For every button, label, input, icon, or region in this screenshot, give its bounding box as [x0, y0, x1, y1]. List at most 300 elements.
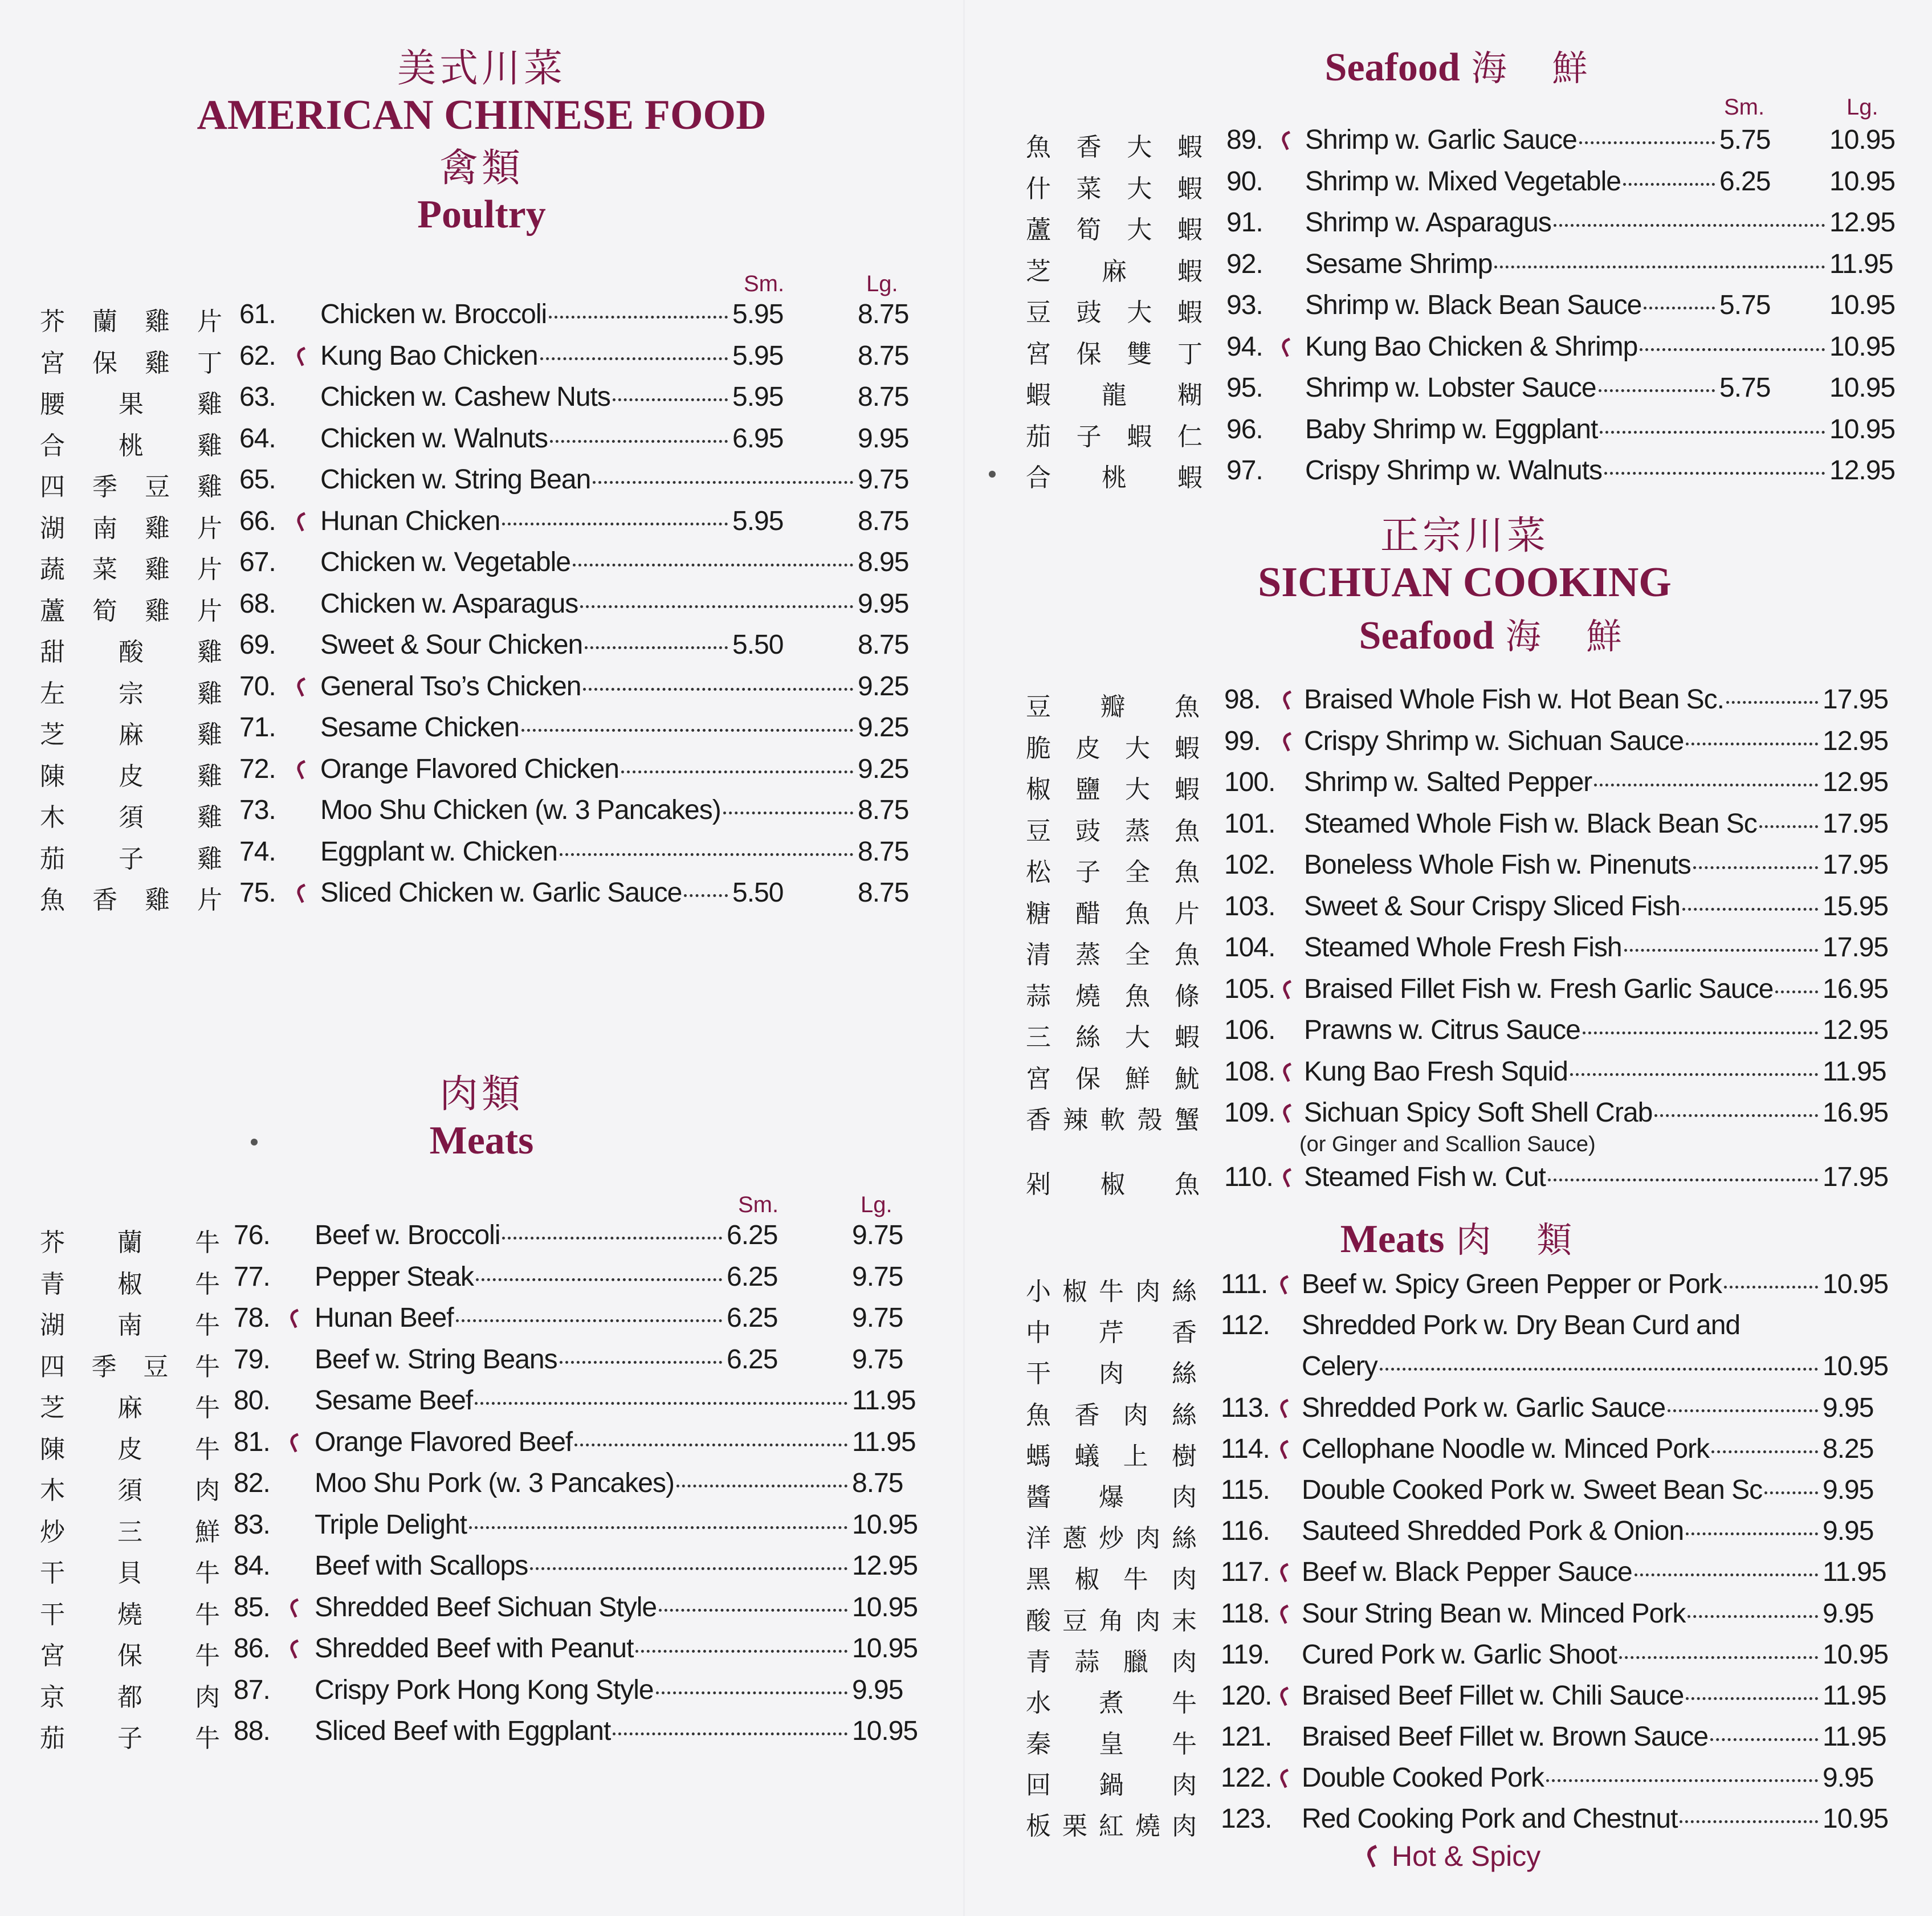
chinese-char: 雞: [197, 472, 222, 502]
large-price: 8.75: [858, 630, 909, 660]
dot-leader: [560, 1361, 722, 1364]
item-number: 101.: [1224, 808, 1275, 839]
chili-pepper-icon: [1278, 1686, 1294, 1706]
chinese-char: 大: [1125, 1023, 1150, 1052]
menu-item: [40, 629, 923, 671]
chinese-char: 桃: [1102, 463, 1127, 492]
chili-pepper-icon: [288, 1639, 304, 1658]
small-price: 5.75: [1719, 125, 1771, 155]
chinese-name: [1026, 1164, 1200, 1200]
chili-pepper-icon: [295, 760, 311, 779]
chinese-char: 椒: [117, 1269, 142, 1299]
dot-leader: [1554, 224, 1825, 227]
chinese-char: 魚: [1026, 133, 1051, 162]
menu-item: [1026, 166, 1904, 207]
dish-name: [315, 1261, 724, 1293]
dish-name-text: Chicken w. Broccoli: [320, 299, 547, 329]
menu-item: [1026, 248, 1904, 290]
dot-leader: [530, 1567, 847, 1570]
chili-pepper-icon: [1281, 732, 1297, 751]
chinese-char: 季: [91, 1352, 117, 1381]
dish-name: [1305, 372, 1717, 403]
menu-item: [40, 1302, 923, 1344]
dish-name: [320, 753, 855, 785]
chili-pepper-icon: [1279, 337, 1296, 357]
chinese-char: 果: [119, 390, 144, 419]
chinese-char: 陳: [40, 761, 65, 791]
chinese-char: 茄: [40, 844, 65, 874]
dish-name-text: Boneless Whole Fish w. Pinenuts: [1304, 850, 1691, 880]
chinese-char: 片: [197, 886, 222, 915]
dot-leader: [1726, 701, 1818, 704]
small-price: 5.75: [1719, 290, 1771, 320]
menu-item: [40, 423, 923, 464]
chinese-char: 牛: [195, 1600, 220, 1629]
dish-name: [1304, 767, 1820, 798]
item-number: 100.: [1224, 767, 1275, 797]
chinese-char: 雞: [197, 431, 222, 460]
dot-leader: [1594, 784, 1818, 786]
chinese-char: 瓣: [1100, 692, 1126, 721]
chinese-char: 回: [1026, 1771, 1051, 1800]
chinese-name: [40, 1429, 220, 1465]
dish-name-text: Shrimp w. Black Bean Sauce: [1305, 290, 1642, 320]
chinese-char: 筍: [1076, 215, 1102, 244]
chinese-char: 芥: [40, 1228, 65, 1257]
dish-name: [315, 1592, 850, 1623]
menu-item: [40, 1426, 923, 1468]
chinese-char: 豉: [1076, 298, 1102, 327]
small-price: 5.95: [732, 506, 784, 536]
chinese-name: [1026, 686, 1200, 723]
large-price: 11.95: [852, 1385, 916, 1416]
chinese-char: 牛: [195, 1393, 220, 1422]
item-number: 92.: [1226, 248, 1263, 279]
chinese-char: 芝: [40, 720, 65, 749]
chinese-char: 蘭: [92, 307, 117, 336]
chinese-char: 子: [119, 844, 144, 874]
sichuan-meats-zh-title: 肉 類: [1456, 1219, 1589, 1261]
large-price: 9.75: [852, 1220, 903, 1250]
item-number: 88.: [234, 1716, 270, 1746]
dish-name: [1302, 1269, 1820, 1300]
chinese-char: 豆: [1062, 1606, 1087, 1636]
large-price: 8.75: [858, 340, 909, 371]
chinese-name: [1026, 1682, 1197, 1719]
large-price: 8.25: [1823, 1433, 1874, 1464]
chinese-char: 蝦: [1175, 1023, 1200, 1052]
dish-name-text: Steamed Fish w. Cut: [1304, 1161, 1546, 1192]
item-number: 86.: [234, 1633, 270, 1664]
large-price: 9.25: [858, 712, 909, 743]
chinese-char: 魷: [1175, 1064, 1200, 1094]
chinese-name: [1026, 934, 1200, 971]
chinese-char: 魚: [1175, 940, 1200, 969]
dish-name: [1302, 1639, 1820, 1670]
dish-name: [315, 1633, 850, 1664]
dish-name-text: Shrimp w. Asparagus: [1305, 207, 1551, 238]
large-price: 17.95: [1823, 808, 1889, 839]
chinese-char: 水: [1026, 1688, 1051, 1718]
small-label: Sm.: [738, 1192, 779, 1217]
chinese-char: 芝: [1026, 256, 1051, 286]
large-price: 8.75: [858, 878, 909, 908]
chinese-char: 肉: [195, 1682, 220, 1712]
large-price: 11.95: [1823, 1722, 1886, 1752]
dish-name: [315, 1550, 850, 1581]
dish-name: [320, 423, 730, 454]
menu-item: [1026, 1762, 1904, 1803]
dot-leader: [1759, 825, 1818, 828]
item-number: 98.: [1224, 684, 1261, 715]
dish-name: [315, 1426, 850, 1458]
dish-name-text: Braised Beef Fillet w. Brown Sauce: [1302, 1722, 1709, 1752]
chinese-char: 醬: [1026, 1482, 1051, 1512]
item-number: 80.: [234, 1385, 270, 1416]
chinese-char: 肉: [1171, 1565, 1197, 1595]
item-number: 102.: [1224, 850, 1275, 880]
item-number: 95.: [1226, 373, 1263, 403]
dish-name-text: Kung Bao Chicken: [320, 340, 538, 371]
dish-name: [1305, 166, 1717, 197]
menu-item: [1026, 973, 1904, 1015]
dish-name-text: Chicken w. Vegetable: [320, 547, 570, 577]
dot-leader: [656, 1691, 847, 1694]
chinese-char: 麻: [1102, 256, 1127, 286]
dot-leader: [1686, 743, 1818, 745]
dish-name: [1305, 290, 1717, 321]
chili-pepper-icon: [295, 677, 311, 696]
item-number: 77.: [234, 1261, 270, 1292]
chinese-char: 牛: [195, 1269, 220, 1299]
dish-name: [315, 1715, 850, 1747]
item-number: 96.: [1226, 414, 1263, 445]
chinese-char: 須: [119, 803, 144, 832]
small-price: 6.25: [727, 1220, 778, 1250]
chinese-char: 青: [40, 1269, 65, 1299]
dot-leader: [1686, 1532, 1818, 1535]
dish-name-text: Prawns w. Citrus Sauce: [1304, 1015, 1580, 1045]
chinese-char: 蒸: [1125, 816, 1150, 846]
chinese-char: 貝: [117, 1559, 142, 1588]
item-number: 66.: [239, 506, 276, 536]
dot-leader: [1599, 389, 1715, 392]
chinese-char: 片: [197, 596, 222, 626]
dish-name-text: Double Cooked Pork w. Sweet Bean Sc: [1302, 1474, 1763, 1505]
dish-name: [315, 1302, 724, 1334]
chinese-name: [40, 343, 222, 379]
chili-pepper-icon: [1281, 1062, 1297, 1082]
poultry-zh-title: 禽類: [439, 145, 524, 191]
meats-title: Meats: [429, 1118, 534, 1163]
dot-leader: [1688, 1615, 1818, 1618]
dot-leader: [621, 771, 853, 773]
dish-name: [1304, 1056, 1820, 1087]
chinese-name: [1026, 1271, 1197, 1307]
chinese-char: 豆: [145, 472, 170, 502]
chinese-char: 湖: [40, 1311, 65, 1340]
dot-leader: [502, 523, 728, 525]
dish-name-text: Shredded Pork w. Dry Bean Curd and: [1302, 1310, 1741, 1341]
chinese-char: 酸: [119, 638, 144, 667]
chinese-char: 雞: [197, 844, 222, 874]
chinese-char: 京: [40, 1682, 65, 1712]
menu-item: [40, 1715, 923, 1757]
large-price: 17.95: [1823, 850, 1889, 880]
chinese-char: 豆: [1026, 692, 1051, 721]
chinese-char: 大: [1127, 174, 1152, 203]
dish-name-text: Shrimp w. Lobster Sauce: [1305, 373, 1596, 403]
chinese-char: 雞: [197, 679, 222, 708]
large-price: 11.95: [1823, 1056, 1886, 1087]
menu-item: [1026, 1014, 1904, 1056]
chinese-char: 辣: [1063, 1106, 1089, 1135]
item-number: 116.: [1221, 1516, 1270, 1547]
chinese-char: 牛: [195, 1724, 220, 1753]
dot-leader: [1644, 307, 1715, 309]
large-price: 10.95: [1823, 1639, 1889, 1670]
dish-name: [320, 299, 730, 330]
chinese-char: 絲: [1171, 1400, 1197, 1430]
menu-item: [1026, 891, 1904, 932]
item-number: 104.: [1224, 932, 1275, 963]
chinese-char: 皮: [119, 761, 144, 791]
large-price: 10.95: [1829, 331, 1896, 362]
dish-name: [320, 877, 730, 908]
dish-name-text: Baby Shrimp w. Eggplant: [1305, 414, 1598, 445]
chinese-char: 雞: [197, 390, 222, 419]
chinese-name: [1026, 810, 1200, 847]
dish-name-text: Hunan Chicken: [320, 506, 500, 536]
chinese-char: 三: [117, 1517, 142, 1547]
chinese-name: [1026, 1477, 1197, 1513]
dot-leader: [1640, 348, 1825, 351]
menu-item: [1026, 124, 1904, 166]
dish-name: [1302, 1515, 1820, 1547]
chinese-char: 脆: [1026, 733, 1051, 763]
chinese-char: 雞: [145, 307, 170, 336]
chinese-char: 蝦: [1177, 174, 1203, 203]
sichuan-seafood-zh-title: 海 鮮: [1505, 615, 1639, 657]
dot-leader: [560, 853, 853, 856]
chinese-name: [1026, 457, 1203, 494]
chili-pepper-icon: [1281, 1168, 1297, 1187]
dish-name-text: Shrimp w. Garlic Sauce: [1305, 125, 1577, 155]
chinese-char: 須: [117, 1476, 142, 1505]
large-price: 10.95: [852, 1592, 918, 1623]
large-price: 17.95: [1823, 684, 1889, 715]
menu-item: [40, 1674, 923, 1716]
chinese-char: 皮: [117, 1434, 142, 1464]
menu-item: [1026, 1310, 1904, 1351]
item-number: 114.: [1221, 1433, 1270, 1464]
item-number: 94.: [1226, 331, 1263, 362]
chinese-char: 角: [1099, 1606, 1124, 1636]
chinese-char: 香: [1074, 1400, 1100, 1430]
dot-leader: [456, 1319, 722, 1322]
chinese-char: 菜: [92, 555, 117, 584]
dish-name: [1304, 725, 1820, 757]
chinese-char: 香: [92, 886, 117, 915]
menu-item: [1026, 932, 1904, 973]
dish-name: [320, 629, 730, 661]
item-number: 122.: [1221, 1763, 1272, 1793]
menu-item: [1026, 1392, 1904, 1433]
chinese-char: 季: [92, 472, 117, 502]
chinese-name: [40, 466, 222, 503]
chinese-char: 左: [40, 679, 65, 708]
chinese-char: 條: [1175, 981, 1200, 1011]
dot-leader: [1710, 1738, 1818, 1741]
small-price: 6.25: [727, 1303, 778, 1333]
item-number: 68.: [239, 588, 276, 619]
dish-name: [1305, 331, 1827, 362]
chinese-char: 片: [197, 307, 222, 336]
chinese-char: 鮮: [195, 1517, 220, 1547]
dot-leader: [1682, 908, 1818, 911]
menu-item: [40, 753, 923, 795]
chinese-char: 保: [117, 1641, 142, 1670]
chili-pepper-icon: [1278, 1604, 1294, 1624]
chinese-name: [1026, 1436, 1197, 1472]
item-number: 76.: [234, 1220, 270, 1250]
large-price: 9.75: [858, 464, 909, 495]
dot-leader: [659, 1609, 847, 1612]
chinese-char: 樹: [1171, 1441, 1197, 1471]
dish-name-text: Orange Flavored Beef: [315, 1426, 573, 1457]
large-price: 9.75: [852, 1261, 903, 1292]
chinese-char: 松: [1026, 858, 1051, 887]
menu-item: [1026, 1639, 1904, 1680]
chinese-name: [1026, 374, 1203, 411]
chinese-char: 牛: [1172, 1730, 1197, 1759]
large-price: 9.95: [1823, 1763, 1874, 1793]
small-price: 5.50: [732, 630, 784, 660]
meats-list: [40, 1220, 923, 1757]
item-number: 83.: [234, 1509, 270, 1540]
menu-item: [40, 1220, 923, 1261]
large-price: 9.95: [858, 588, 909, 619]
dish-name: [1302, 1392, 1820, 1424]
chinese-char: 麻: [119, 720, 144, 749]
menu-item: [1026, 1598, 1904, 1639]
chinese-char: 蒜: [1026, 981, 1051, 1011]
chinese-name: [40, 508, 222, 544]
chinese-char: 芹: [1099, 1318, 1124, 1348]
chinese-char: 腰: [40, 390, 65, 419]
chinese-name: [1026, 1518, 1197, 1554]
dot-leader: [684, 894, 728, 897]
chinese-char: 鹽: [1075, 775, 1100, 804]
chinese-char: 牛: [1123, 1565, 1148, 1595]
large-price: 8.75: [858, 795, 909, 825]
dish-name: [1304, 684, 1820, 715]
chinese-char: 炒: [1099, 1524, 1124, 1554]
item-number: 82.: [234, 1468, 270, 1498]
dish-name-text: Beef w. Black Pepper Sauce: [1302, 1557, 1632, 1588]
small-price: 6.25: [727, 1344, 778, 1375]
poultry-title: Poultry: [417, 192, 546, 237]
chinese-char: 皇: [1099, 1730, 1124, 1759]
item-number: 112.: [1221, 1310, 1270, 1341]
chinese-name: [40, 631, 222, 668]
chinese-name: [40, 1346, 220, 1383]
chinese-char: 絲: [1172, 1524, 1197, 1554]
dish-name-text: Sliced Chicken w. Garlic Sauce: [320, 878, 682, 908]
dot-leader: [574, 1444, 847, 1446]
large-price: 9.95: [852, 1674, 903, 1705]
chinese-char: 四: [40, 472, 65, 502]
chinese-char: 牛: [195, 1559, 220, 1588]
item-number: 67.: [239, 547, 276, 577]
dot-leader: [1604, 472, 1825, 475]
spicy-legend: [1368, 1840, 1540, 1873]
dish-name-text: Beef with Scallops: [315, 1551, 528, 1581]
sichuan-zh-title: 正宗川菜: [1380, 513, 1549, 559]
chinese-char: 蝦: [1127, 422, 1152, 451]
chinese-char: 絲: [1075, 1023, 1100, 1052]
chinese-char: 南: [92, 513, 117, 543]
chinese-name: [1026, 1312, 1197, 1348]
menu-item: [1026, 1269, 1904, 1310]
dot-leader: [469, 1526, 847, 1529]
chinese-char: 魚: [40, 886, 65, 915]
chili-pepper-icon: [295, 512, 311, 531]
chinese-char: 南: [117, 1311, 142, 1340]
large-price: 8.75: [858, 382, 909, 412]
chinese-char: 大: [1125, 775, 1150, 804]
dish-name: [320, 506, 730, 537]
chinese-char: 雞: [145, 555, 170, 584]
item-number: 85.: [234, 1592, 270, 1623]
chinese-char: 蝦: [1177, 215, 1203, 244]
dish-name-text: Triple Delight: [315, 1509, 467, 1540]
dot-leader: [1548, 1179, 1818, 1181]
item-number: 123.: [1221, 1804, 1272, 1835]
chili-pepper-icon: [1364, 1845, 1384, 1868]
chinese-char: 牛: [195, 1228, 220, 1257]
menu-item: [1026, 331, 1904, 373]
sichuan-meats-header: [1026, 1212, 1904, 1263]
chinese-char: 芥: [40, 307, 65, 336]
chinese-char: 魚: [1125, 899, 1150, 928]
chinese-name: [40, 1304, 220, 1341]
chinese-char: 蟹: [1175, 1106, 1200, 1135]
chinese-name: [40, 590, 222, 627]
chinese-char: 大: [1127, 215, 1152, 244]
chinese-name: [40, 1552, 220, 1589]
chinese-char: 中: [1026, 1318, 1051, 1348]
chinese-char: 干: [40, 1559, 65, 1588]
chinese-char: 保: [1075, 1064, 1100, 1094]
dot-leader: [583, 688, 853, 691]
dot-leader: [1693, 866, 1818, 869]
chinese-char: 黑: [1026, 1565, 1051, 1595]
dot-leader: [1635, 1573, 1818, 1576]
item-number: 72.: [239, 753, 276, 784]
dot-leader: [540, 357, 728, 360]
dish-name-text: Shrimp w. Mixed Vegetable: [1305, 166, 1621, 197]
chinese-char: 皮: [1075, 733, 1100, 763]
meats-zh-title: 肉類: [439, 1072, 524, 1117]
dish-name: [320, 836, 855, 867]
sichuan-meats-list: [1026, 1269, 1904, 1845]
dish-name-text: Sweet & Sour Chicken: [320, 630, 583, 660]
chinese-name: [1026, 1099, 1200, 1136]
dish-name-text: Shredded Pork w. Garlic Sauce: [1302, 1392, 1666, 1423]
dot-leader: [723, 812, 853, 814]
chinese-char: 蝦: [1177, 256, 1203, 286]
